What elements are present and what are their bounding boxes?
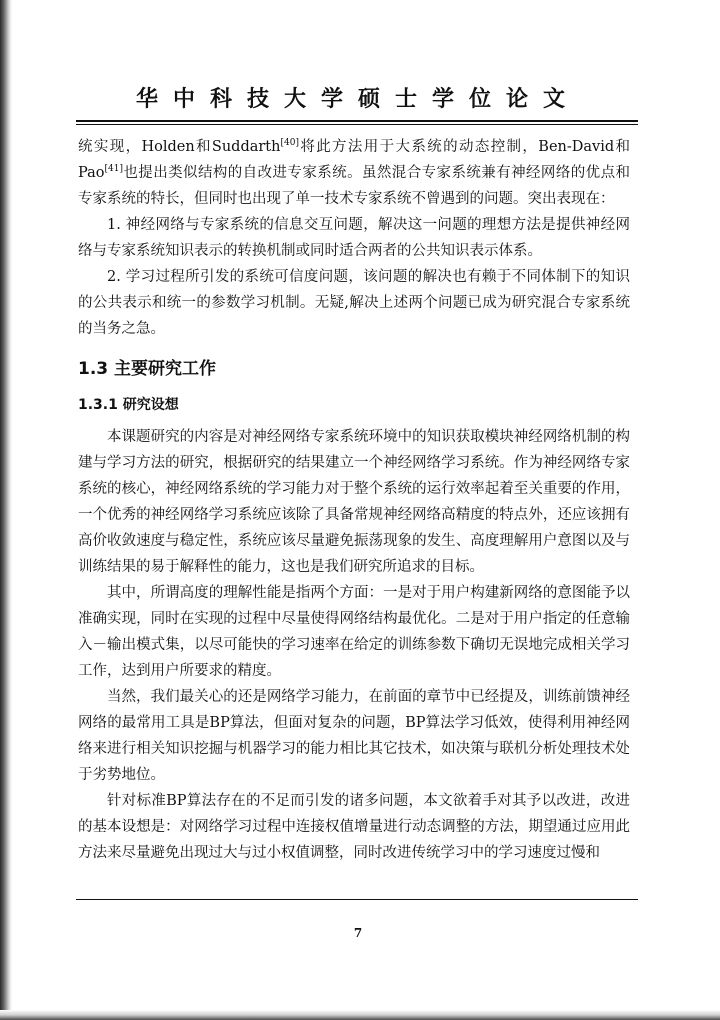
scan-shadow-bottom bbox=[0, 1010, 720, 1020]
subsection-heading: 1.3.1 研究设想 bbox=[78, 397, 179, 413]
scan-shadow-left bbox=[0, 0, 12, 1020]
paragraph: 当然，我们最关心的还是网络学习能力，在前面的章节中已经提及，训练前馈神经网络的最常用工具是BP算法，但面对复杂的问题，BP算法学习低效，使得利用神经网络来进行相关知识挖掘与机器学习的能力相比其它技术，如决策与联机分析处理技术处于劣势地位。 bbox=[78, 689, 630, 783]
paragraph: 针对标准BP算法存在的不足而引发的诸多问题，本文欲着手对其予以改进，改进的基本设想是：对网络学习过程中连接权值增量进行动态调整的方法，期望通过应用此方法来尽量避免出现过大与过小权值调整，同时改进传统学习中的学习速度过慢和 bbox=[78, 793, 630, 861]
paragraph: 本课题研究的内容是对神经网络专家系统环境中的知识获取模块神经网络机制的构建与学习方法的研究，根据研究的结果建立一个神经网络学习系统。作为神经网络专家系统的核心，神经网络系统的学习能力对于整个系统的运行效率起着至关重要的作用，一个优秀的神经网络学习系统应该除了具备常规神经网络高精度的特点外，还应该拥有高价收敛速度与稳定性，系统应该尽量避免振荡现象的发生、高度理解用户意图以及与训练结果的易于解释性的能力，这也是我们研究所追求的目标。 bbox=[78, 429, 630, 575]
page-number: 7 bbox=[353, 926, 363, 940]
text-run: 将此方法用于大系统的动态控制，Ben-David和Pao bbox=[78, 139, 631, 181]
paragraph-problem-2: 2. 学习过程所引发的系统可信度问题，该问题的解决也有赖于不同体制下的知识的公共表示和统一的参数学习机制。无疑,解决上述两个问题已成为研究混合专家系统的当务之急。 bbox=[78, 269, 630, 337]
text-run: 也提出类似结构的自改进专家系统。虽然混合专家系统兼有神经网络的优点和专家系统的特长，但同时也出现了单一技术专家系统不曾遇到的问题。突出表现在： bbox=[78, 165, 630, 207]
header-rule bbox=[76, 120, 638, 122]
paragraph-problem-1: 1. 神经网络与专家系统的信息交互问题，解决这一问题的理想方法是提供神经网络与专家系统知识表示的转换机制或同时适合两者的公共知识表示体系。 bbox=[78, 217, 630, 259]
section-heading: 1.3 主要研究工作 bbox=[78, 359, 217, 379]
paragraph-continuation bbox=[78, 134, 630, 212]
body-text bbox=[78, 134, 630, 866]
paragraph: 其中，所谓高度的理解性能是指两个方面：一是对于用户构建新网络的意图能予以准确实现，同时在实现的过程中尽量使得网络结构最优化。二是对于用户指定的任意输入－输出模式集，以尽可能快的学习速率在给定的训练参数下确切无误地完成相关学习工作，达到用户所要求的精度。 bbox=[78, 585, 630, 679]
document-page bbox=[78, 0, 638, 1020]
footer-rule bbox=[76, 899, 638, 900]
running-header-title: 华中科技大学硕士学位论文 bbox=[135, 86, 580, 112]
citation-ref: [41] bbox=[104, 164, 123, 174]
citation-ref: [40] bbox=[280, 138, 299, 148]
header-rule-thin bbox=[76, 124, 638, 125]
text-run: 统实现，Holden和Suddarth bbox=[78, 139, 281, 155]
